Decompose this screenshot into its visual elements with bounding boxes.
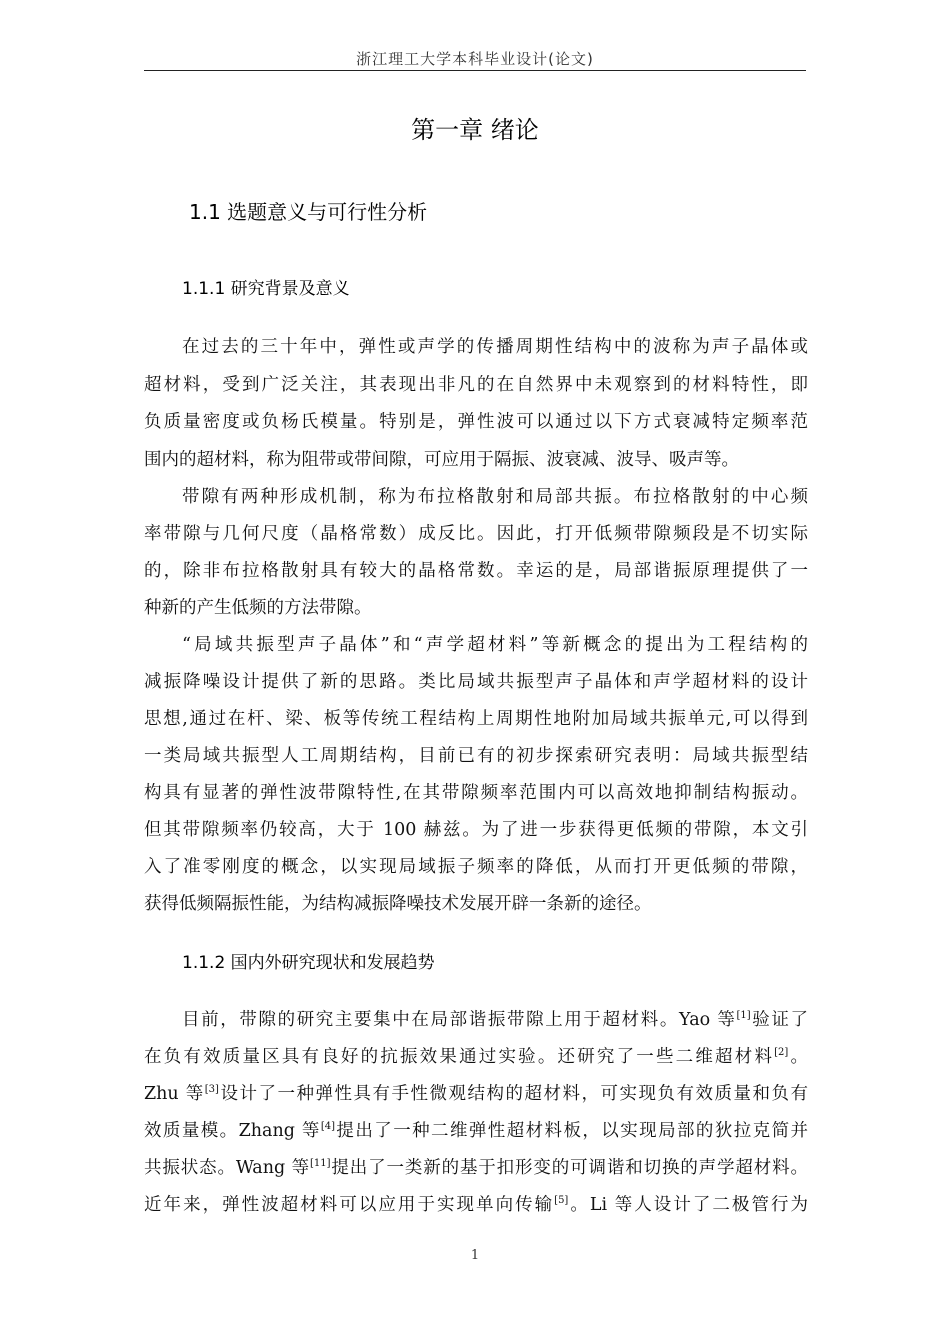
paragraph-line	[144, 1008, 808, 1032]
text-span: 效质量模。Zhang 等	[144, 1121, 321, 1141]
subsection-heading-1: 1.1.1 研究背景及意义	[182, 279, 350, 299]
section-heading: 1.1 选题意义与可行性分析	[189, 200, 428, 224]
citation: [2]	[774, 1047, 789, 1059]
page-number: 1	[470, 1248, 480, 1263]
paragraph-line: 思想,通过在杆、梁、板等传统工程结构上周期性地附加局域共振单元,可以得到	[144, 709, 808, 729]
text-span: Zhu 等	[144, 1084, 205, 1104]
paragraph-line	[144, 1045, 808, 1069]
text-span: 。	[788, 1047, 809, 1067]
paragraph-line	[144, 1082, 808, 1106]
text-span: 目前，带隙的研究主要集中在局部谐振带隙上用于超材料。Yao 等	[182, 1010, 737, 1030]
text-span: 。Li 等人设计了二极管行为	[568, 1195, 809, 1215]
paragraph-line: 获得低频隔振性能，为结构减振降噪技术发展开辟一条新的途径。	[144, 894, 652, 914]
paragraph-line: 种新的产生低频的方法带隙。	[144, 598, 372, 618]
paragraph-line: “局域共振型声子晶体”和“声学超材料”等新概念的提出为工程结构的	[182, 635, 808, 655]
paragraph-line: 构具有显著的弹性波带隙特性,在其带隙频率范围内可以高效地抑制结构振动。	[144, 783, 808, 803]
citation: [4]	[320, 1121, 336, 1133]
citation: [1]	[736, 1010, 751, 1022]
paragraph-line	[144, 1193, 808, 1217]
paragraph-line: 入了准零刚度的概念，以实现局域振子频率的降低，从而打开更低频的带隙，	[144, 857, 808, 877]
paragraph-line: 负质量密度或负杨氏模量。特别是，弹性波可以通过以下方式衰减特定频率范	[144, 412, 808, 432]
paragraph-line: 超材料，受到广泛关注，其表现出非凡的在自然界中未观察到的材料特性，即	[144, 375, 808, 395]
text-span: 提出了一种二维弹性超材料板，以实现局部的狄拉克简并	[335, 1121, 808, 1141]
paragraph-line: 减振降噪设计提供了新的思路。类比局域共振型声子晶体和声学超材料的设计	[144, 672, 808, 692]
subsection-heading-2: 1.1.2 国内外研究现状和发展趋势	[182, 953, 435, 973]
paragraph-line: 在过去的三十年中，弹性或声学的传播周期性结构中的波称为声子晶体或	[182, 337, 808, 357]
citation: [11]	[310, 1158, 331, 1170]
text-span: 设计了一种弹性具有手性微观结构的超材料，可实现负有效质量和负有	[218, 1084, 809, 1104]
text-span: 提出了一类新的基于扣形变的可调谐和切换的声学超材料。	[330, 1158, 809, 1178]
citation: [5]	[554, 1195, 569, 1207]
paragraph-line: 但其带隙频率仍较高，大于 100 赫兹。为了进一步获得更低频的带隙，本文引	[144, 820, 808, 840]
text-span: 近年来，弹性波超材料可以应用于实现单向传输	[144, 1195, 555, 1215]
running-header: 浙江理工大学本科毕业设计(论文)	[356, 50, 594, 68]
text-span: 共振状态。Wang 等	[144, 1158, 310, 1178]
header-rule	[144, 70, 806, 71]
paragraph-line	[144, 1119, 808, 1143]
text-span: 验证了	[750, 1010, 809, 1030]
text-span: 在负有效质量区具有良好的抗振效果通过实验。还研究了一些二维超材料	[144, 1047, 775, 1067]
paragraph-line: 率带隙与几何尺度（晶格常数）成反比。因此，打开低频带隙频段是不切实际	[144, 524, 808, 544]
citation: [3]	[204, 1084, 219, 1096]
chapter-title: 第一章 绪论	[411, 116, 539, 144]
paragraph-line: 的，除非布拉格散射具有较大的晶格常数。幸运的是，局部谐振原理提供了一	[144, 561, 808, 581]
paragraph-line	[144, 1156, 808, 1180]
paragraph-line: 围内的超材料，称为阻带或带间隙，可应用于隔振、波衰减、波导、吸声等。	[144, 450, 739, 470]
paragraph-line: 一类局域共振型人工周期结构，目前已有的初步探索研究表明：局域共振型结	[144, 746, 808, 766]
paragraph-line: 带隙有两种形成机制，称为布拉格散射和局部共振。布拉格散射的中心频	[182, 487, 808, 507]
